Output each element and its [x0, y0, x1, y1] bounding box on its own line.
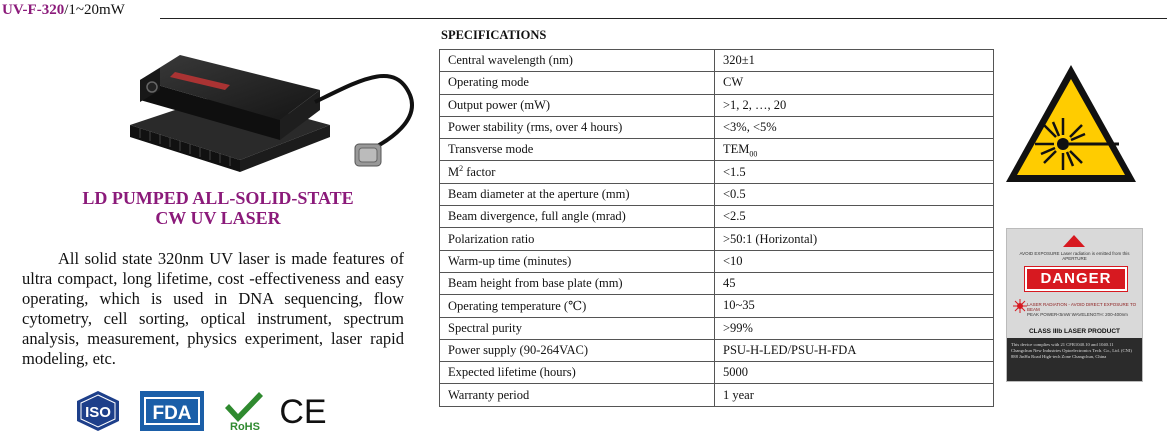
spec-key: Operating temperature (℃) [440, 295, 715, 317]
spec-value: >50:1 (Horizontal) [715, 228, 994, 250]
spec-value: 1 year [715, 384, 994, 406]
spec-row [440, 272, 994, 294]
laser-radiation-text: LASER RADIATION - AVOID DIRECT EXPOSURE TO BEAM [1027, 302, 1137, 312]
spec-value: >99% [715, 317, 994, 339]
product-title-line2: CW UV LASER [155, 208, 281, 228]
spec-key: Power stability (rms, over 4 hours) [440, 116, 715, 138]
header-rule [160, 18, 1167, 19]
specifications-title: SPECIFICATIONS [441, 28, 547, 42]
spec-row [440, 339, 994, 361]
spec-row [440, 183, 994, 205]
spec-key: Beam height from base plate (mm) [440, 272, 715, 294]
spec-value: $TEM_{00}$ [715, 139, 994, 161]
laser-class-text: CLASS IIIb LASER PRODUCT [1028, 328, 1120, 335]
spec-row [440, 228, 994, 250]
laser-warning-icon [1003, 62, 1139, 186]
danger-banner: DANGER [1025, 267, 1127, 291]
spec-value: <1.5 [715, 161, 994, 183]
spec-value: <10 [715, 250, 994, 272]
spec-value: >1, 2, …, 20 [715, 94, 994, 116]
spec-value: PSU-H-LED/PSU-H-FDA [715, 339, 994, 361]
spec-row [440, 250, 994, 272]
product-title [28, 188, 408, 228]
address-text: 888 JinHu Road High-tech Zone Changchun, China [1011, 354, 1107, 359]
certification-logos [75, 390, 335, 432]
spec-key: Beam divergence, full angle (mrad) [440, 206, 715, 228]
spec-key: Polarization ratio [440, 228, 715, 250]
spec-row [440, 72, 994, 94]
ce-logo-icon [275, 390, 331, 432]
laser-burst-icon [1013, 299, 1027, 313]
spec-value: <3%, <5% [715, 116, 994, 138]
model-name: UV-F-320 [2, 2, 65, 18]
model-power: /1~20mW [64, 2, 125, 18]
fda-logo-icon [139, 390, 205, 432]
spec-value: 10~35 [715, 295, 994, 317]
spec-row [440, 139, 994, 161]
rohs-text: RoHS [230, 421, 260, 432]
compliance-text: This device complies with 21 CFR1040.10 and 1040.11 [1011, 342, 1114, 347]
spec-row [440, 317, 994, 339]
spec-row [440, 116, 994, 138]
spec-key: Warranty period [440, 384, 715, 406]
danger-label [1006, 228, 1143, 382]
page-header [0, 0, 1167, 20]
spec-key: Beam diameter at the aperture (mm) [440, 183, 715, 205]
spec-row [440, 206, 994, 228]
spec-key: $M^2$ factor [440, 161, 715, 183]
spec-row [440, 384, 994, 406]
power-wavelength-text: PEAK POWER<5mW WAVELENGTH: 200-400nm [1027, 312, 1128, 317]
spec-key: Power supply (90-264VAC) [440, 339, 715, 361]
spec-key: Operating mode [440, 72, 715, 94]
spec-row [440, 295, 994, 317]
aperture-arrow-icon [1062, 234, 1086, 248]
avoid-exposure-text: AVOID EXPOSURE Laser radiation is emitted from this APERTURE [1019, 251, 1130, 261]
spec-key: Output power (mW) [440, 94, 715, 116]
spec-key: Central wavelength (nm) [440, 50, 715, 72]
ce-text: CE [279, 393, 327, 431]
spec-value: 5000 [715, 362, 994, 384]
spec-value: CW [715, 72, 994, 94]
product-title-line1: LD PUMPED ALL-SOLID-STATE [82, 188, 354, 208]
spec-key: Spectral purity [440, 317, 715, 339]
spec-row [440, 50, 994, 72]
spec-key: Expected lifetime (hours) [440, 362, 715, 384]
spec-value: 45 [715, 272, 994, 294]
spec-key: Warm-up time (minutes) [440, 250, 715, 272]
rohs-logo-icon [223, 390, 267, 432]
product-description: All solid state 320nm UV laser is made features of ultra compact, long lifetime, cost -effectiveness and easy operating, which is used in DNA sequencing, flow cytometry, cell sorting, optical instrument, spectrum analysis, measurement, physics experiment, laser rapid modeling, etc. [22, 249, 404, 368]
iso-logo-icon [75, 390, 121, 432]
spec-value: 320±1 [715, 50, 994, 72]
spec-row [440, 362, 994, 384]
manufacturer-text: Changchun New Industries Optoelectronics Tech. Co., Ltd. (CNI) [1011, 348, 1132, 353]
spec-key: Transverse mode [440, 139, 715, 161]
spec-value: <2.5 [715, 206, 994, 228]
spec-row [440, 94, 994, 116]
laser-product-image [120, 40, 430, 190]
specifications-table [439, 49, 994, 407]
model-heading [2, 2, 125, 19]
fda-text: FDA [152, 403, 192, 424]
iso-text: ISO [85, 404, 111, 421]
spec-value: <0.5 [715, 183, 994, 205]
spec-row [440, 161, 994, 183]
label-footer [1007, 338, 1142, 381]
